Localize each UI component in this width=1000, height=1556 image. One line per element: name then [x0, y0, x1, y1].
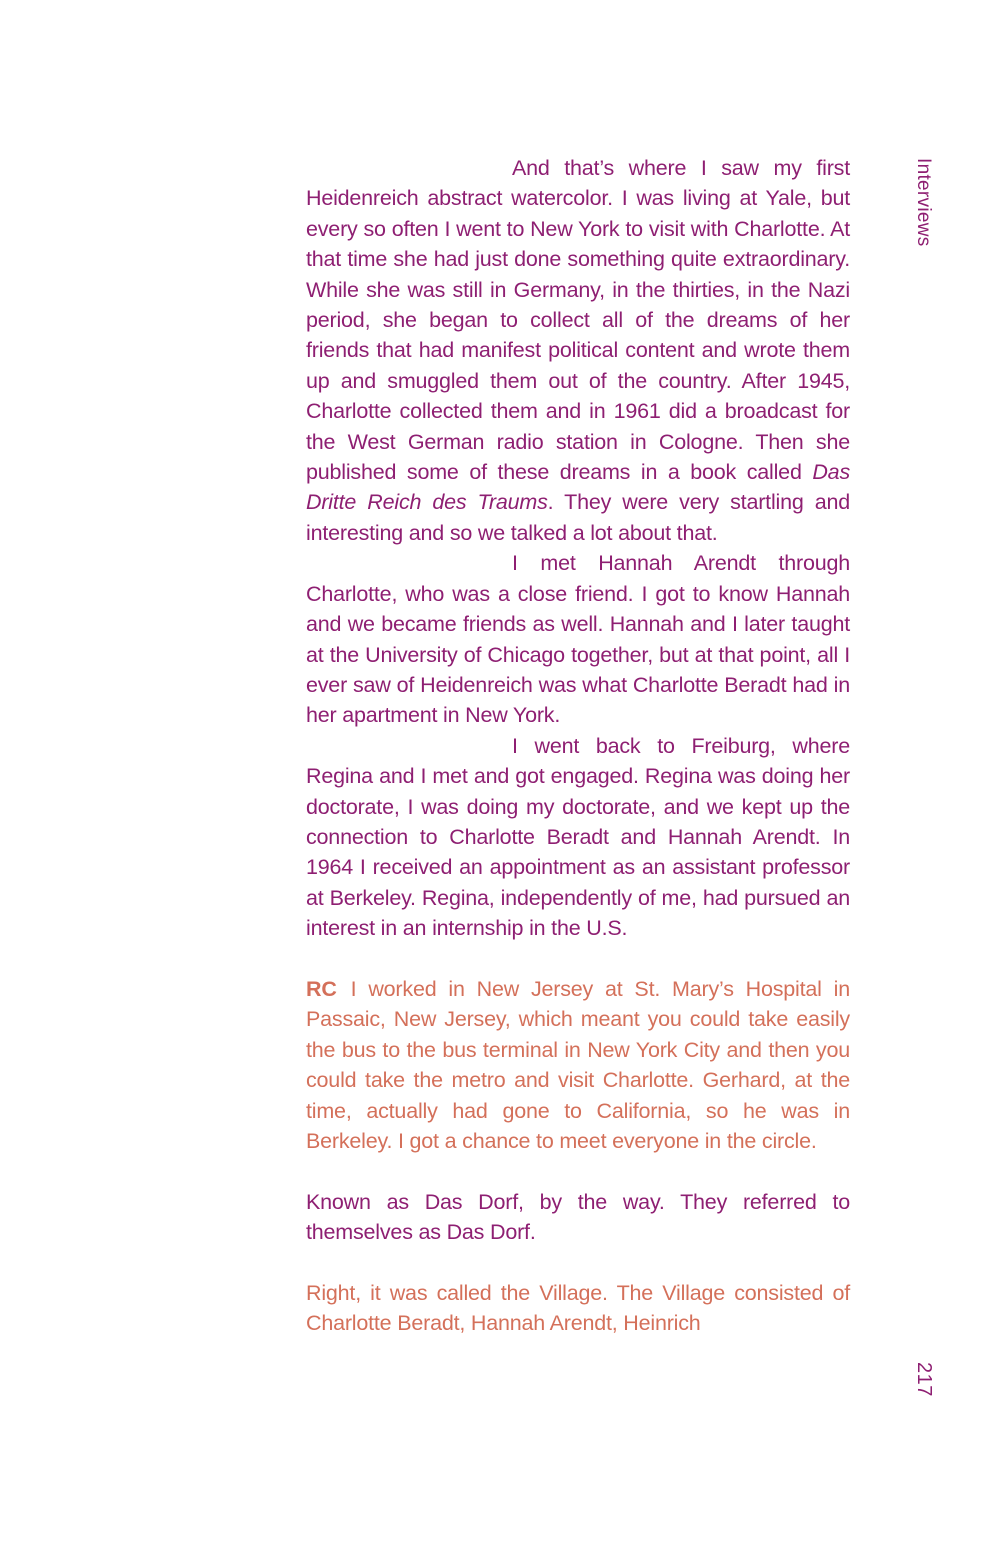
paragraph-text: And that’s where I saw my first Heidenreich abstract watercolor. I was living at Yale, but every so often I went to New York to visit with Charlotte. At that time she had just done something quite extraordinary. While she was still in Germany, in the thirties, in the Nazi period, she began to collect all of the dreams of her friends that had manifest political content and wrote them up and smuggled them out of the country. After 1945, Charlotte collected them and in 1961 did a broadcast for the West German radio station in Cologne. Then she published some of these dreams in a book called	[306, 156, 850, 485]
book-title: Das Dritte Reich des Traums	[306, 460, 850, 515]
paragraph-spacer	[306, 1248, 850, 1278]
paragraph-spacer	[306, 944, 850, 974]
paragraph-spacer	[306, 1156, 850, 1186]
paragraph-text: I worked in New Jersey at St. Mary’s Hospital in Passaic, New Jersey, which meant you could take easily the bus to the bus terminal in New York City and then you could take the metro and visit Charlotte. Gerhard, at the time, actually had gone to California, so he was in Berkeley. I got a chance to meet everyone in the circle.	[306, 976, 850, 1153]
text-column	[306, 153, 850, 1339]
paragraph-das-dorf: Known as Das Dorf, by the way. They referred to themselves as Das Dorf.	[306, 1189, 850, 1245]
page-number: 217	[913, 1362, 935, 1397]
speaker-initials: RC	[306, 976, 337, 1001]
paragraph-text: . They were very startling and interesting and so we talked a lot about that.	[306, 490, 850, 545]
paragraph-rc-new-jersey	[306, 974, 850, 1156]
paragraph-hannah-arendt: I met Hannah Arendt through Charlotte, who was a close friend. I got to know Hannah and we became friends as well. Hannah and I later taught at the University of Chicago together, but at that point, all I ever saw of Heidenreich was what Charlotte Beradt had in her apartment in New York.	[306, 551, 850, 728]
paragraph-village: Right, it was called the Village. The Village consisted of Charlotte Beradt, Hannah Arendt, Heinrich	[306, 1280, 850, 1336]
paragraph-freiburg: I went back to Freiburg, where Regina and I met and got engaged. Regina was doing her doctorate, I was doing my doctorate, and we kept up the connection to Charlotte Beradt and Hannah Arendt. In 1964 I received an appointment as an assistant professor at Berkeley. Regina, independently of me, had pursued an interest in an internship in the U.S.	[306, 733, 850, 941]
running-head: Interviews	[913, 158, 934, 247]
paragraph-heidenreich-watercolor	[306, 153, 850, 548]
